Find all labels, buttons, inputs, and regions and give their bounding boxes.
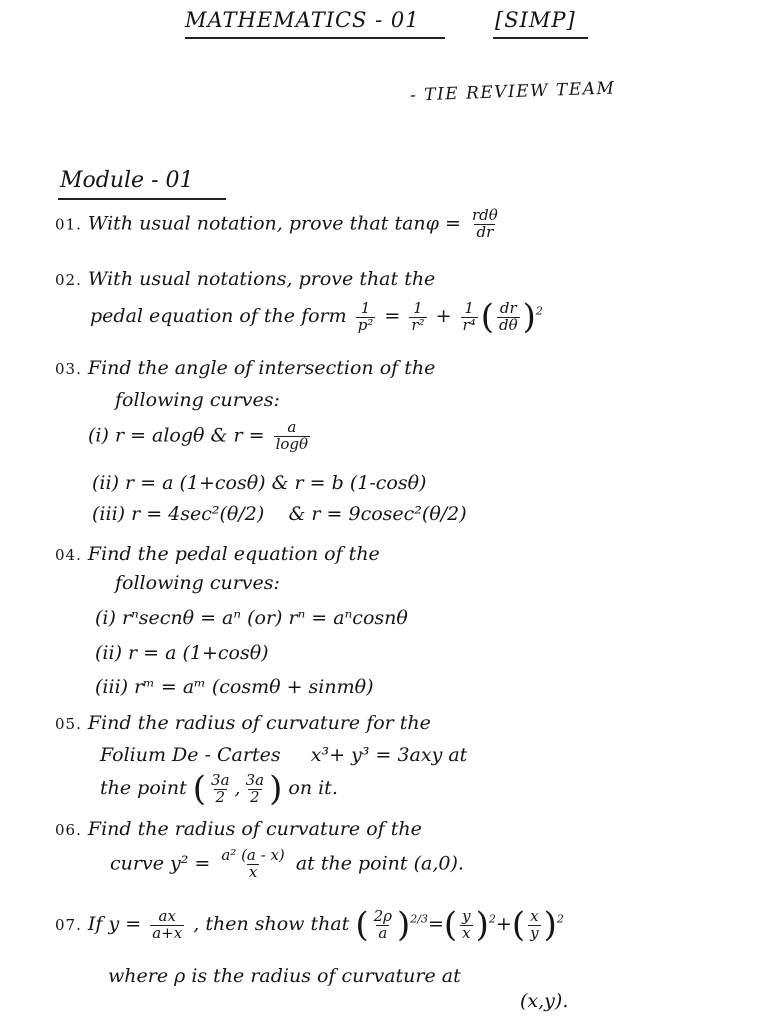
question-02-line1: [55, 268, 435, 290]
numerator: ax: [158, 906, 176, 925]
exponent: 2: [556, 912, 564, 926]
question-number: 02.: [55, 271, 82, 289]
question-number: 07.: [55, 916, 82, 934]
close-paren: ): [397, 905, 411, 945]
question-07-line3: (x,y).: [520, 990, 569, 1012]
numerator: 1: [464, 298, 474, 317]
fraction: [470, 208, 500, 241]
question-text: pedal equation of the form: [90, 305, 347, 327]
open-paren: (: [443, 905, 458, 945]
question-04-part-ii: (ii) r = a (1+cosθ): [95, 642, 269, 664]
question-03-part-i: [88, 420, 313, 453]
title-underline: [185, 37, 445, 39]
question-text: the point: [100, 777, 187, 799]
equation: x³+ y³ = 3axy at: [310, 744, 468, 766]
numerator: x: [530, 906, 539, 925]
numerator: 1: [413, 298, 423, 317]
question-03-part-iii: [92, 503, 467, 525]
module-underline: [58, 198, 226, 200]
question-text: on it.: [288, 777, 338, 799]
question-text: With usual notations, prove that the: [87, 268, 436, 290]
denominator: a: [378, 923, 388, 942]
question-number: 03.: [55, 360, 82, 378]
numerator: dr: [499, 298, 517, 317]
question-04-part-iii: (iii) rᵐ = aᵐ (cosmθ + sinmθ): [95, 676, 374, 698]
exponent: 2/3: [410, 912, 428, 926]
question-01: [55, 208, 503, 241]
module-heading: Module - 01: [60, 168, 194, 193]
question-03-line1: [55, 357, 435, 379]
team-credit: - TIE REVIEW TEAM: [409, 78, 616, 106]
fraction: [356, 298, 376, 334]
open-paren: (: [355, 905, 369, 945]
close-paren: ): [475, 905, 489, 945]
numerator: 3a: [211, 770, 230, 789]
fraction: [461, 298, 478, 334]
fraction: [274, 420, 310, 453]
page-title: MATHEMATICS - 01: [185, 8, 420, 32]
fraction: [150, 906, 184, 942]
question-04-line2: following curves:: [115, 572, 280, 594]
denominator: 2: [215, 787, 226, 806]
question-04-part-i: (i) rⁿsecnθ = aⁿ (or) rⁿ = aⁿcosnθ: [95, 607, 408, 629]
fraction: [528, 906, 540, 942]
denominator: 2: [250, 787, 260, 806]
question-04-line1: [55, 543, 380, 565]
question-text: , then show that: [193, 913, 350, 935]
question-text: at the point (a,0).: [295, 852, 464, 875]
question-07-line1: [55, 905, 564, 945]
open-paren: (: [192, 769, 207, 809]
fraction: [409, 298, 426, 334]
numerator: rdθ: [471, 206, 498, 224]
denominator: y: [530, 923, 539, 942]
denominator: a+x: [152, 923, 183, 942]
fraction: [244, 770, 267, 806]
part-text: (iii) r = 4sec²(θ/2): [92, 503, 265, 525]
close-paren: ): [269, 769, 283, 809]
exponent: 2: [488, 912, 496, 926]
numerator: a: [287, 418, 297, 436]
denominator: x: [462, 923, 471, 942]
fraction: [209, 770, 232, 806]
question-06-line1: [55, 818, 422, 840]
exponent: 2: [535, 304, 543, 318]
question-05-line1: [55, 712, 431, 734]
fraction: [497, 298, 520, 334]
question-02-line2: [90, 297, 543, 337]
denominator: logθ: [275, 434, 309, 453]
question-number: 05.: [55, 715, 82, 733]
denominator: p²: [357, 315, 374, 334]
question-text: Find the angle of intersection of the: [87, 357, 436, 379]
denominator: dr: [476, 222, 494, 241]
denominator: r⁴: [462, 315, 476, 334]
question-06-line2: [110, 848, 464, 881]
question-number: 01.: [55, 215, 82, 234]
question-03-part-ii: (ii) r = a (1+cosθ) & r = b (1-cosθ): [92, 472, 427, 494]
open-paren: (: [480, 297, 494, 337]
tag-underline: [493, 37, 588, 39]
equals-sign: =: [384, 305, 401, 327]
question-text: curve y² =: [110, 852, 211, 875]
numerator: y: [462, 906, 471, 925]
question-text: Find the radius of curvature for the: [87, 712, 431, 734]
question-number: 06.: [55, 821, 82, 839]
denominator: r²: [411, 315, 425, 334]
numerator: 1: [360, 298, 371, 317]
question-text: If y =: [87, 913, 142, 935]
part-text: (i) r = alogθ & r =: [88, 424, 265, 447]
fraction: [460, 906, 472, 942]
close-paren: ): [522, 297, 536, 337]
denominator: x: [248, 862, 258, 881]
fraction: [219, 848, 286, 881]
question-number: 04.: [55, 546, 82, 564]
question-07-line2: where ρ is the radius of curvature at: [108, 965, 461, 987]
open-paren: (: [511, 905, 526, 945]
question-03-line2: following curves:: [115, 389, 280, 411]
fraction: [372, 906, 394, 942]
numerator: a² (a - x): [221, 846, 285, 864]
close-paren: ): [543, 905, 557, 945]
question-text: With usual notation, prove that tanφ =: [87, 212, 461, 235]
question-text: Folium De - Cartes: [100, 744, 281, 766]
numerator: 2ρ: [373, 906, 392, 925]
question-05-line2: [100, 744, 467, 766]
subject-tag: [SIMP]: [495, 8, 576, 32]
part-text: & r = 9cosec²(θ/2): [288, 503, 467, 525]
question-text: Find the radius of curvature of the: [87, 818, 422, 840]
denominator: dθ: [499, 315, 518, 334]
plus-sign: +: [435, 305, 452, 327]
numerator: 3a: [245, 770, 265, 789]
question-text: Find the pedal equation of the: [87, 543, 380, 565]
equals-sign: =: [427, 913, 444, 935]
question-05-line3: the point ( $\frac{3a}{2}$ , $\frac{3a}{2}$ ) on it.: [100, 769, 338, 809]
plus-sign: +: [495, 913, 512, 935]
